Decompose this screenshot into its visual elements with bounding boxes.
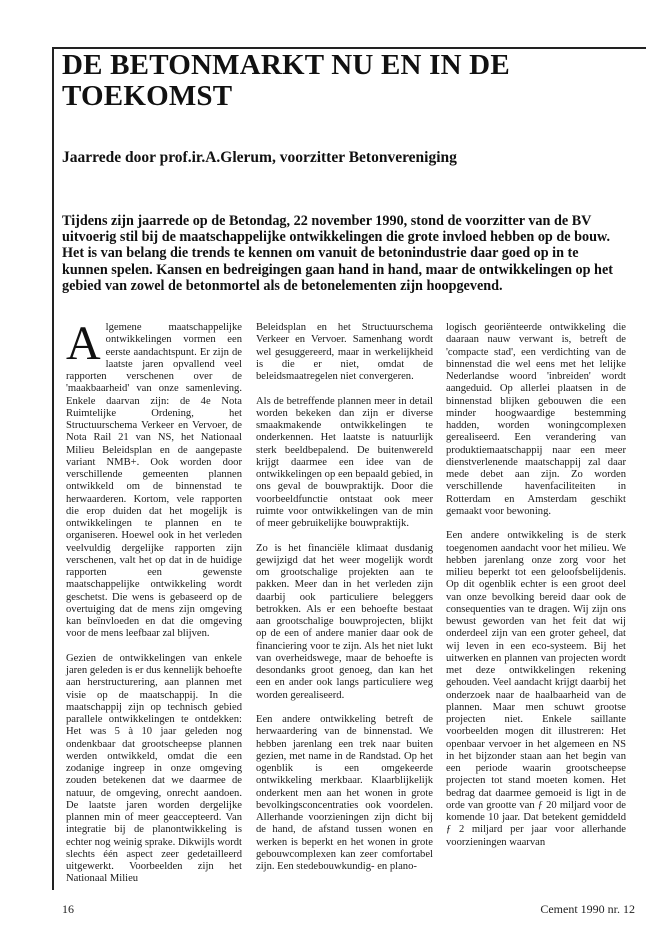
article-lead: Tijdens zijn jaarrede op de Betondag, 22 november 1990, stond de voorzitter van de BV uitvoerig stil bij de maatschappelijke ontwikkelingen die grote invloed hebben op de bouw. Het is van belang die trends te kennen om vanuit de betonindustrie daar goed op in te kunnen spelen. Kansen en bedreigingen gaan hand in hand, maar de ontwikkelingen op het gebied van zowel de betonmortel als de betonelementen zijn hoopgevend. [62,213,613,294]
text-column-3 [446,322,626,861]
drop-cap: A [66,317,101,370]
article-subtitle: Jaarrede door prof.ir.A.Glerum, voorzitter Betonvereniging [62,149,457,166]
text-column-2 [256,322,433,886]
paragraph-text: lgemene maatschappelijke ontwikkelingen vormen een eerste aandachtspunt. Er zijn de laatste jaren opvallend veel rapporten verschenen over de 'maakbaarheid' van onze samenleving. Enkele daarvan zijn: de 4e Nota Ruimtelijke Ordening, het Structuurschema Verkeer en Vervoer, de Nota Rail 21 van NS, het Nationaal Milieu Beleidsplan en de aangepaste variant NMB+. Ook worden door verschillende gemeenten plannen ontwikkeld om de binnenstad te herwaarderen. Kortom, vele rapporten die erop duiden dat het mogelijk is ontwikkelingen te plannen en te organiseren. Hoewel ook in het verleden veelvuldig dergelijke rapporten zijn verschenen, valt het op dat in de huidige rapporten een gewenste maatschappelijke ontwikkeling wordt geschetst. Die wens is gebaseerd op de overtuiging dat de mens zijn omgeving kan beïnvloeden en dat die omgeving voor de mens leefbaar zal blijven. [66,322,242,640]
paragraph: Zo is het financiële klimaat dusdanig gewijzigd dat het weer mogelijk wordt om grootschalige projekten aan te pakken. Meer dan in het verleden zijn daarbij ook particuliere beleggers betrokken. Als er een behoefte bestaat aan grootschalige bouwprojecten, blijkt op de een of andere manier daar ook de financiering voor te zijn. Als het niet lukt van overheidswege, maar de behoefte is desondanks groot genoeg, dan kan het een en ander ook langs particuliere weg worden gerealiseerd. [256,542,433,701]
paragraph: Gezien de ontwikkelingen van enkele jaren geleden is er dus kennelijk behoefte aan herstructurering, aan plannen met visie op de maatschappij. In die maatschappij zijn op technisch gebied parallele ontwikkelingen te ontdekken: Het was 5 à 10 jaar geleden nog ondenkbaar dat grootscheepse plannen werden ontwikkeld, omdat die een zodanige ingreep in onze omgeving zouden betekenen dat we daarmee de natuur, de omgeving, onrecht aandoen. De laatste jaren worden dergelijke plannen min of meer geaccepteerd. Van integratie bij de planontwikkeling is echter nog weinig sprake. Dikwijls wordt slechts één aspect zeer gedetailleerd uitgewerkt. Voorbeelden zijn het Nationaal Milieu [66,652,242,885]
text-column-1 [66,317,242,898]
article-title: DE BETONMARKT NU EN IN DE TOEKOMST [62,49,510,112]
paragraph: Een andere ontwikkeling is de sterk toegenomen aandacht voor het milieu. We hebben jarenlang onze zorg voor het milieu beperkt tot een geloofsbelijdenis. Op dit ogenblik echter is een groot deel van onze bevolking bereid daar ook de consequenties van te dragen. Wij zijn ons bewust geworden van het feit dat wij onderdeel zijn van een groter geheel, dat wij leven in een eco-systeem. Bij het uitwerken en plannen van projecten wordt met deze ontwikkelingen rekening gehouden. Veel aandacht krijgt daarbij het onderzoek naar de haalbaarheid van de plannen. Maar men schuwt grootse projecten niet. Enkele saillante voorbeelden mogen dit illustreren: Het openbaar vervoer in het algemeen en NS in het bijzonder staan aan het begin van een periode waarin grootscheepse projecten tot stand moeten komen. Het bedrag dat daarmee gemoeid is ligt in de orde van grootte van ƒ 20 miljard voor de komende 10 jaar. Dat betekent gemiddeld ƒ 2 miljard per jaar voor allerhande voorzieningen waarvan [446,530,626,848]
page-number: 16 [62,902,74,916]
paragraph: Als de betreffende plannen meer in detail worden bekeken dan zijn er diverse smaakmakende ontwikkelingen te onderkennen. Het laatste is natuurlijk sterk beeldbepalend. De buitenwereld krijgt daarmee een idee van de ontwikkelingen op een bepaald gebied, in ons geval de bouwpraktijk. Door die voorbeeldfunctie ontstaat ook meer ruimte voor ontwikkelingen van de min of meer gebruikelijke bouwpraktijk. [256,395,433,529]
paragraph [66,317,242,641]
paragraph: logisch georiënteerde ontwikkeling die daaraan nauw verwant is, betreft de 'compacte stad', een verdichting van de binnenstad die wel eens met het lelijke Nederlandse woord 'inbreiden' wordt aangeduid. Op allerlei plaatsen in de binnenstad blijken gebouwen die een minder hoogwaardige bestemming hadden, worden woningcomplexen gerealiseerd. Een verandering van produktiemaatschappij naar een meer dienstverlenende maatschappij zal daar mede debet aan zijn. Zo worden verschillende havenfaciliteiten in Rotterdam en Amsterdam geschikt gemaakt voor bewoning. [446,322,626,517]
paragraph: Beleidsplan en het Structuurschema Verkeer en Vervoer. Samenhang wordt wel gesuggereerd, maar in werkelijkheid is die er niet, omdat de beleidsmaatregelen niet convergeren. [256,322,433,382]
paragraph: Een andere ontwikkeling betreft de herwaardering van de binnenstad. We hebben jarenlang een trek naar buiten gezien, met name in de Randstad. Op het ogenblik is een omgekeerde ontwikkeling merkbaar. Klaarblijkelijk onderkent men aan het wonen in grote bevolkingsconcentraties ook voordelen. Allerhande voorzieningen zijn dicht bij de hand, de afstand tussen wonen en werken is beperkt en het wonen in grote gebouwcomplexen kan zeer comfortabel zijn. Een stedebouwkundig- en plano- [256,714,433,872]
journal-reference: Cement 1990 nr. 12 [540,902,635,916]
